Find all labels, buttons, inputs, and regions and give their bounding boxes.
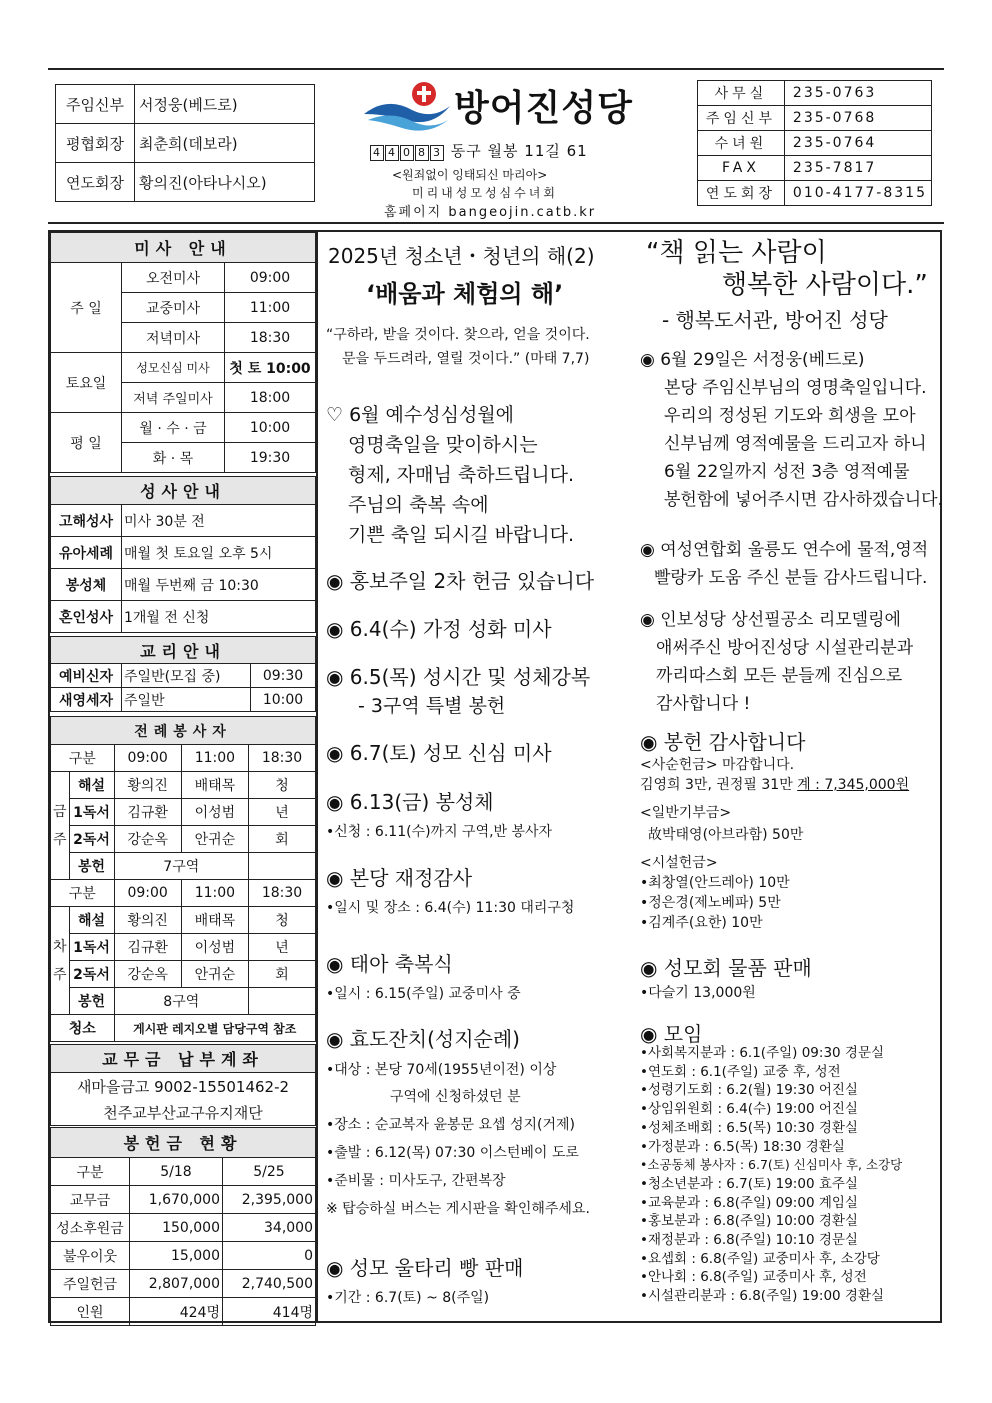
week1-label: [51, 772, 70, 880]
account-number: 새마을금고 9002-15501462-2: [51, 1073, 316, 1100]
thanks-line: 애써주신 방어진성당 시설관리분과: [656, 638, 914, 658]
mass-time: 11:00: [225, 293, 316, 323]
greeting-line: 형제, 자매님 축하드립니다.: [348, 464, 575, 486]
mass-name: 저녁미사: [122, 323, 225, 353]
thanks-remodel: [640, 606, 913, 718]
feast-line: 봉헌함에 넣어주시면 감사하겠습니다.: [664, 490, 943, 510]
motto: <원죄없이 잉태되신 마리아>: [392, 168, 548, 182]
year-title: 2025년 청소년・청년의 해(2): [328, 244, 595, 268]
pilgrimage-departure: •출발 : 6.12(목) 07:30 이스턴베이 도로: [326, 1145, 579, 1161]
servers-head: 18:30: [249, 880, 316, 907]
zip-code: [370, 142, 445, 160]
account-table: [50, 1044, 316, 1126]
notice-fetus-blessing: ◉ 태아 축복식: [326, 952, 453, 976]
phone-number: 235-7817: [784, 156, 931, 181]
officer-role: 평협회장: [56, 124, 135, 163]
offering-table: [50, 1127, 316, 1326]
meeting-item: •가정분과 : 6.5(목) 18:30 경환실: [640, 1138, 845, 1155]
offering-title: 봉헌금 현황: [51, 1128, 316, 1158]
donation-line: •김계주(요한) 10만: [640, 915, 763, 931]
week1-label-bottom: 주: [53, 831, 67, 848]
donation-line: •정은경(제노베파) 5만: [640, 895, 781, 911]
homepage: [384, 201, 596, 220]
greeting-line: 기쁜 축일 되시길 바랍니다.: [348, 524, 575, 546]
server-role: 2독서: [69, 826, 114, 853]
sale-item: •다슬기 13,000원: [640, 985, 756, 1001]
greeting-line: ♡ 6월 예수성심성월에: [326, 404, 515, 426]
server-role: 1독서: [69, 799, 114, 826]
offering-name: 주일헌금: [51, 1270, 130, 1298]
pilgrimage-target: •대상 : 본당 70세(1955년이전) 이상: [326, 1062, 557, 1078]
offering-value: 424명: [130, 1298, 223, 1326]
offering-value: 1,670,000: [130, 1186, 223, 1214]
notice-holy-hour: ◉ 6.5(목) 성시간 및 성체강복: [326, 665, 591, 689]
sacrament-name: 봉성체: [51, 569, 122, 601]
server-name: 배태목: [181, 907, 248, 934]
donation-line: [640, 774, 909, 794]
weekday-label: 평 일: [51, 413, 122, 473]
bread-sale-period: •기간 : 6.7(토) ~ 8(주일): [326, 1290, 490, 1306]
greeting-line: 영명축일을 맞이하시는: [348, 434, 538, 456]
notice-audit: ◉ 본당 재정감사: [326, 866, 473, 890]
account-holder: 천주교부산교구유지재단: [51, 1099, 316, 1126]
notice-collection: ◉ 홍보주일 2차 헌금 있습니다: [326, 569, 595, 593]
phone-label: FAX: [698, 156, 785, 181]
sacrament-info: 매월 두번째 금 10:30: [122, 569, 316, 601]
offering-value: 0: [223, 1242, 316, 1270]
servers-head: 11:00: [181, 745, 248, 772]
cleaning-label: 청소: [51, 1015, 115, 1042]
week1-label-top: 금: [53, 803, 67, 820]
meeting-item: •시설관리분과 : 6.8(주일) 19:00 경환실: [640, 1288, 885, 1305]
pilgrimage-bus-note: ※ 탑승하실 버스는 게시판을 확인해주세요.: [326, 1201, 590, 1217]
meeting-item: •상임위원회 : 6.4(수) 19:00 어진실: [640, 1101, 858, 1118]
server-role: 해설: [69, 907, 114, 934]
doctrine-time: 10:00: [251, 688, 316, 712]
sacrament-title: 성사안내: [51, 477, 316, 505]
server-name: 황의진: [114, 907, 181, 934]
meeting-item: •소공동체 봉사자 : 6.7(토) 신심미사 후, 소강당: [640, 1157, 903, 1173]
meeting-item: •홍보분과 : 6.8(주일) 10:00 경환실: [640, 1213, 858, 1230]
offering-name: 인원: [51, 1298, 130, 1326]
sacrament-name: 고해성사: [51, 505, 122, 537]
feast-line: 신부님께 영적예물을 드리고자 하니: [664, 434, 927, 454]
meeting-item: •교육분과 : 6.8(주일) 09:00 계임실: [640, 1194, 858, 1211]
offering-district: 8구역: [114, 988, 248, 1015]
mass-time: 19:30: [225, 443, 316, 473]
officer-name: 황의진(아타나시오): [135, 163, 315, 202]
doctrine-class: 주일반(모집 중): [122, 664, 251, 688]
sacrament-table: [50, 476, 316, 633]
week2-label: [51, 907, 70, 1015]
feast-line: 본당 주임신부님의 영명축일입니다.: [664, 378, 927, 398]
server-name: 김규환: [114, 934, 181, 961]
notice-marian-mass: ◉ 6.7(토) 성모 신심 미사: [326, 741, 552, 765]
mass-name: 교중미사: [122, 293, 225, 323]
server-name: 강순옥: [114, 826, 181, 853]
thanks-line: 감사합니다 !: [656, 694, 751, 714]
phone-number: 010-4177-8315: [784, 181, 931, 206]
server-name: 안귀순: [181, 826, 248, 853]
saturday-label: 토요일: [51, 353, 122, 413]
sacrament-name: 혼인성사: [51, 601, 122, 633]
phone-table: [697, 80, 932, 206]
servers-head: 구분: [51, 880, 115, 907]
feast-line: 6월 22일까지 성전 3층 영적예물: [664, 462, 910, 482]
offering-district: 7구역: [114, 853, 248, 880]
phone-label: 사무실: [698, 81, 785, 106]
donation-title: ◉ 봉헌 감사합니다: [640, 730, 806, 754]
offering-value: 2,807,000: [130, 1270, 223, 1298]
servers-table: [50, 716, 316, 1042]
wave-cross-icon: [362, 76, 452, 136]
servers-head: 18:30: [249, 745, 316, 772]
server-name: 회: [249, 961, 316, 988]
offering-value: 2,740,500: [223, 1270, 316, 1298]
homepage-url[interactable]: bangeojin.catb.kr: [448, 205, 597, 220]
phone-number: 235-0764: [784, 131, 931, 156]
doctrine-name: 새영세자: [51, 688, 122, 712]
quote-line: “책 읽는 사람이: [646, 238, 827, 268]
doctrine-name: 예비신자: [51, 664, 122, 688]
offering-name: 불우이웃: [51, 1242, 130, 1270]
quote-line: 행복한 사람이다.”: [722, 270, 928, 300]
notice-communion-detail: •신청 : 6.11(수)까지 구역,반 봉사자: [326, 824, 553, 840]
server-name: 강순옥: [114, 961, 181, 988]
server-name: 김규환: [114, 799, 181, 826]
feast-line: 우리의 정성된 기도와 희생을 모아: [664, 406, 916, 426]
server-name: 청: [249, 772, 316, 799]
notice-pilgrimage: ◉ 효도잔치(성지순례): [326, 1027, 520, 1051]
doctrine-time: 09:30: [251, 664, 316, 688]
meeting-item: •연도회 : 6.1(주일) 교중 후, 성전: [640, 1063, 841, 1080]
donation-line: 故박태영(아브라함) 50만: [648, 827, 804, 843]
mass-time: 첫 토 10:00: [225, 353, 316, 383]
pilgrimage-supplies: •준비물 : 미사도구, 간편복장: [326, 1173, 506, 1189]
offering-head: 5/18: [130, 1158, 223, 1186]
greeting-line: 주님의 축복 속에: [348, 494, 489, 516]
mass-name: 저녁 주일미사: [122, 383, 225, 413]
mass-time: 18:30: [225, 323, 316, 353]
donation-line: •최창열(안드레아) 10만: [640, 875, 790, 891]
sacrament-info: 미사 30분 전: [122, 505, 316, 537]
week2-label-top: 차: [53, 938, 67, 955]
offering-value: 414명: [223, 1298, 316, 1326]
donation-total: 계 : 7,345,000원: [797, 777, 910, 793]
officer-name: 최춘희(데보라): [135, 124, 315, 163]
church-name: 방어진성당: [454, 88, 633, 129]
mass-name: 월 · 수 · 금: [122, 413, 225, 443]
pilgrimage-place: •장소 : 순교복자 윤봉문 요셉 성지(거제): [326, 1117, 576, 1133]
sacrament-name: 유아세례: [51, 537, 122, 569]
mass-table: [50, 232, 316, 473]
server-name: 배태목: [181, 772, 248, 799]
donation-line: <사순헌금> 마감합니다.: [640, 757, 795, 773]
servers-head: 11:00: [181, 880, 248, 907]
zip-digit: 4: [370, 145, 384, 161]
column-divider: [316, 230, 318, 1323]
server-name: 이성범: [181, 799, 248, 826]
notice-family-mass: ◉ 6.4(수) 가정 성화 미사: [326, 617, 552, 641]
meeting-item: •사회복지분과 : 6.1(주일) 09:30 경문실: [640, 1045, 885, 1061]
feast-notice: [640, 346, 943, 514]
phone-label: 연도회장: [698, 181, 785, 206]
thanks-line: 빨랑카 도움 주신 분들 감사드립니다.: [654, 568, 928, 588]
pilgrimage-target-2: 구역에 신청하셨던 분: [390, 1089, 521, 1105]
server-name: 안귀순: [181, 961, 248, 988]
servers-head: 09:00: [114, 745, 181, 772]
meeting-item: •청소년분과 : 6.7(토) 19:00 효주실: [640, 1175, 858, 1192]
sacrament-info: 매월 첫 토요일 오후 5시: [122, 537, 316, 569]
thanks-women: [640, 536, 928, 592]
server-role: 1독서: [69, 934, 114, 961]
notice-audit-detail: •일시 및 장소 : 6.4(수) 11:30 대리구청: [326, 900, 575, 916]
officer-role: 연도회장: [56, 163, 135, 202]
feast-line: ◉ 6월 29일은 서정웅(베드로): [640, 350, 865, 370]
zip-digit: 4: [385, 145, 399, 161]
cleaning-info: 게시판 레지오별 담당구역 참조: [114, 1015, 315, 1042]
server-name: 회: [249, 826, 316, 853]
mass-time: 09:00: [225, 263, 316, 293]
phone-number: 235-0768: [784, 106, 931, 131]
officers-table: [55, 84, 315, 202]
zip-digit: 0: [400, 145, 414, 161]
notice-bread-sale: ◉ 성모 울타리 빵 판매: [326, 1256, 524, 1280]
top-rule: [48, 68, 944, 70]
meeting-item: •재정분과 : 6.8(주일) 10:10 경문실: [640, 1232, 858, 1249]
mass-time: 18:00: [225, 383, 316, 413]
bible-verse: 문을 두드려라, 열릴 것이다.” (마태 7,7): [342, 351, 590, 367]
sacrament-info: 1개월 전 신청: [122, 601, 316, 633]
church-logo: [362, 76, 662, 136]
offering-value: 150,000: [130, 1214, 223, 1242]
mass-time: 10:00: [225, 413, 316, 443]
server-name: 청: [249, 907, 316, 934]
server-role: 봉헌: [69, 988, 114, 1015]
servers-head: 구분: [51, 745, 115, 772]
notice-communion: ◉ 6.13(금) 봉성체: [326, 790, 494, 814]
mass-name: 화 · 목: [122, 443, 225, 473]
server-name: 황의진: [114, 772, 181, 799]
thanks-line: ◉ 여성연합회 울릉도 연수에 물적,영적: [640, 540, 929, 560]
server-role: 해설: [69, 772, 114, 799]
meeting-item: •성체조배회 : 6.5(목) 10:30 경환실: [640, 1119, 858, 1136]
feast-greeting: [326, 400, 574, 550]
year-theme: ‘배움과 체험의 해’: [366, 280, 564, 308]
address: [370, 140, 588, 161]
server-role: 봉헌: [69, 853, 114, 880]
officer-role: 주임신부: [56, 85, 135, 124]
phone-label: 수녀원: [698, 131, 785, 156]
notice-fetus-detail: •일시 : 6.15(주일) 교중미사 중: [326, 986, 521, 1002]
donation-line: <일반기부금>: [640, 805, 732, 821]
meetings-title: ◉ 모임: [640, 1022, 703, 1046]
meeting-item: •성령기도회 : 6.2(월) 19:30 어진실: [640, 1082, 858, 1099]
offering-head: 구분: [51, 1158, 130, 1186]
offering-head: 5/25: [223, 1158, 316, 1186]
homepage-label: 홈페이지: [384, 205, 443, 220]
server-name: 년: [249, 934, 316, 961]
doctrine-title: 교리안내: [51, 637, 316, 664]
meeting-item: •요셉회 : 6.8(주일) 교중미사 후, 소강당: [640, 1250, 880, 1267]
sisters-name: 미리내성모성심수녀회: [412, 186, 558, 200]
account-title: 교무금 납부계좌: [51, 1045, 316, 1073]
offering-value: 2,395,000: [223, 1186, 316, 1214]
doctrine-class: 주일반: [122, 688, 251, 712]
doctrine-table: [50, 636, 316, 712]
phone-label: 주임신부: [698, 106, 785, 131]
offering-value: 15,000: [130, 1242, 223, 1270]
server-name: 이성범: [181, 934, 248, 961]
servers-title: 전례봉사자: [51, 717, 316, 745]
servers-head: 09:00: [114, 880, 181, 907]
donation-names: 김영희 3만, 권정필 31만: [640, 777, 793, 793]
server-name: 년: [249, 799, 316, 826]
officer-name: 서정웅(베드로): [135, 85, 315, 124]
offering-name: 성소후원금: [51, 1214, 130, 1242]
quote-source: - 행복도서관, 방어진 성당: [662, 308, 888, 332]
week2-label-bottom: 주: [53, 966, 67, 983]
thanks-line: 까리따스회 모든 분들께 진심으로: [656, 666, 903, 686]
sale-title: ◉ 성모회 물품 판매: [640, 956, 812, 980]
offering-name: 교무금: [51, 1186, 130, 1214]
meetings-list: [640, 1044, 902, 1306]
phone-number: 235-0763: [784, 81, 931, 106]
donation-line: <시설헌금>: [640, 855, 718, 871]
street-address: 동구 월봉 11길 61: [450, 142, 588, 160]
server-role: 2독서: [69, 961, 114, 988]
mass-name: 성모신심 미사: [122, 353, 225, 383]
bible-verse: “구하라, 받을 것이다. 찾으라, 얻을 것이다.: [326, 327, 590, 343]
thanks-line: ◉ 인보성당 상선필공소 리모델링에: [640, 610, 901, 630]
offering-value: 34,000: [223, 1214, 316, 1242]
notice-holy-hour-detail: - 3구역 특별 봉헌: [358, 695, 506, 717]
sunday-label: 주 일: [51, 263, 122, 353]
zip-digit: 8: [415, 145, 429, 161]
zip-digit: 3: [430, 145, 444, 161]
mass-title: 미사 안내: [51, 233, 316, 263]
meeting-item: •안나회 : 6.8(주일) 교중미사 후, 성전: [640, 1269, 867, 1286]
mass-name: 오전미사: [122, 263, 225, 293]
header-rule: [48, 222, 944, 224]
